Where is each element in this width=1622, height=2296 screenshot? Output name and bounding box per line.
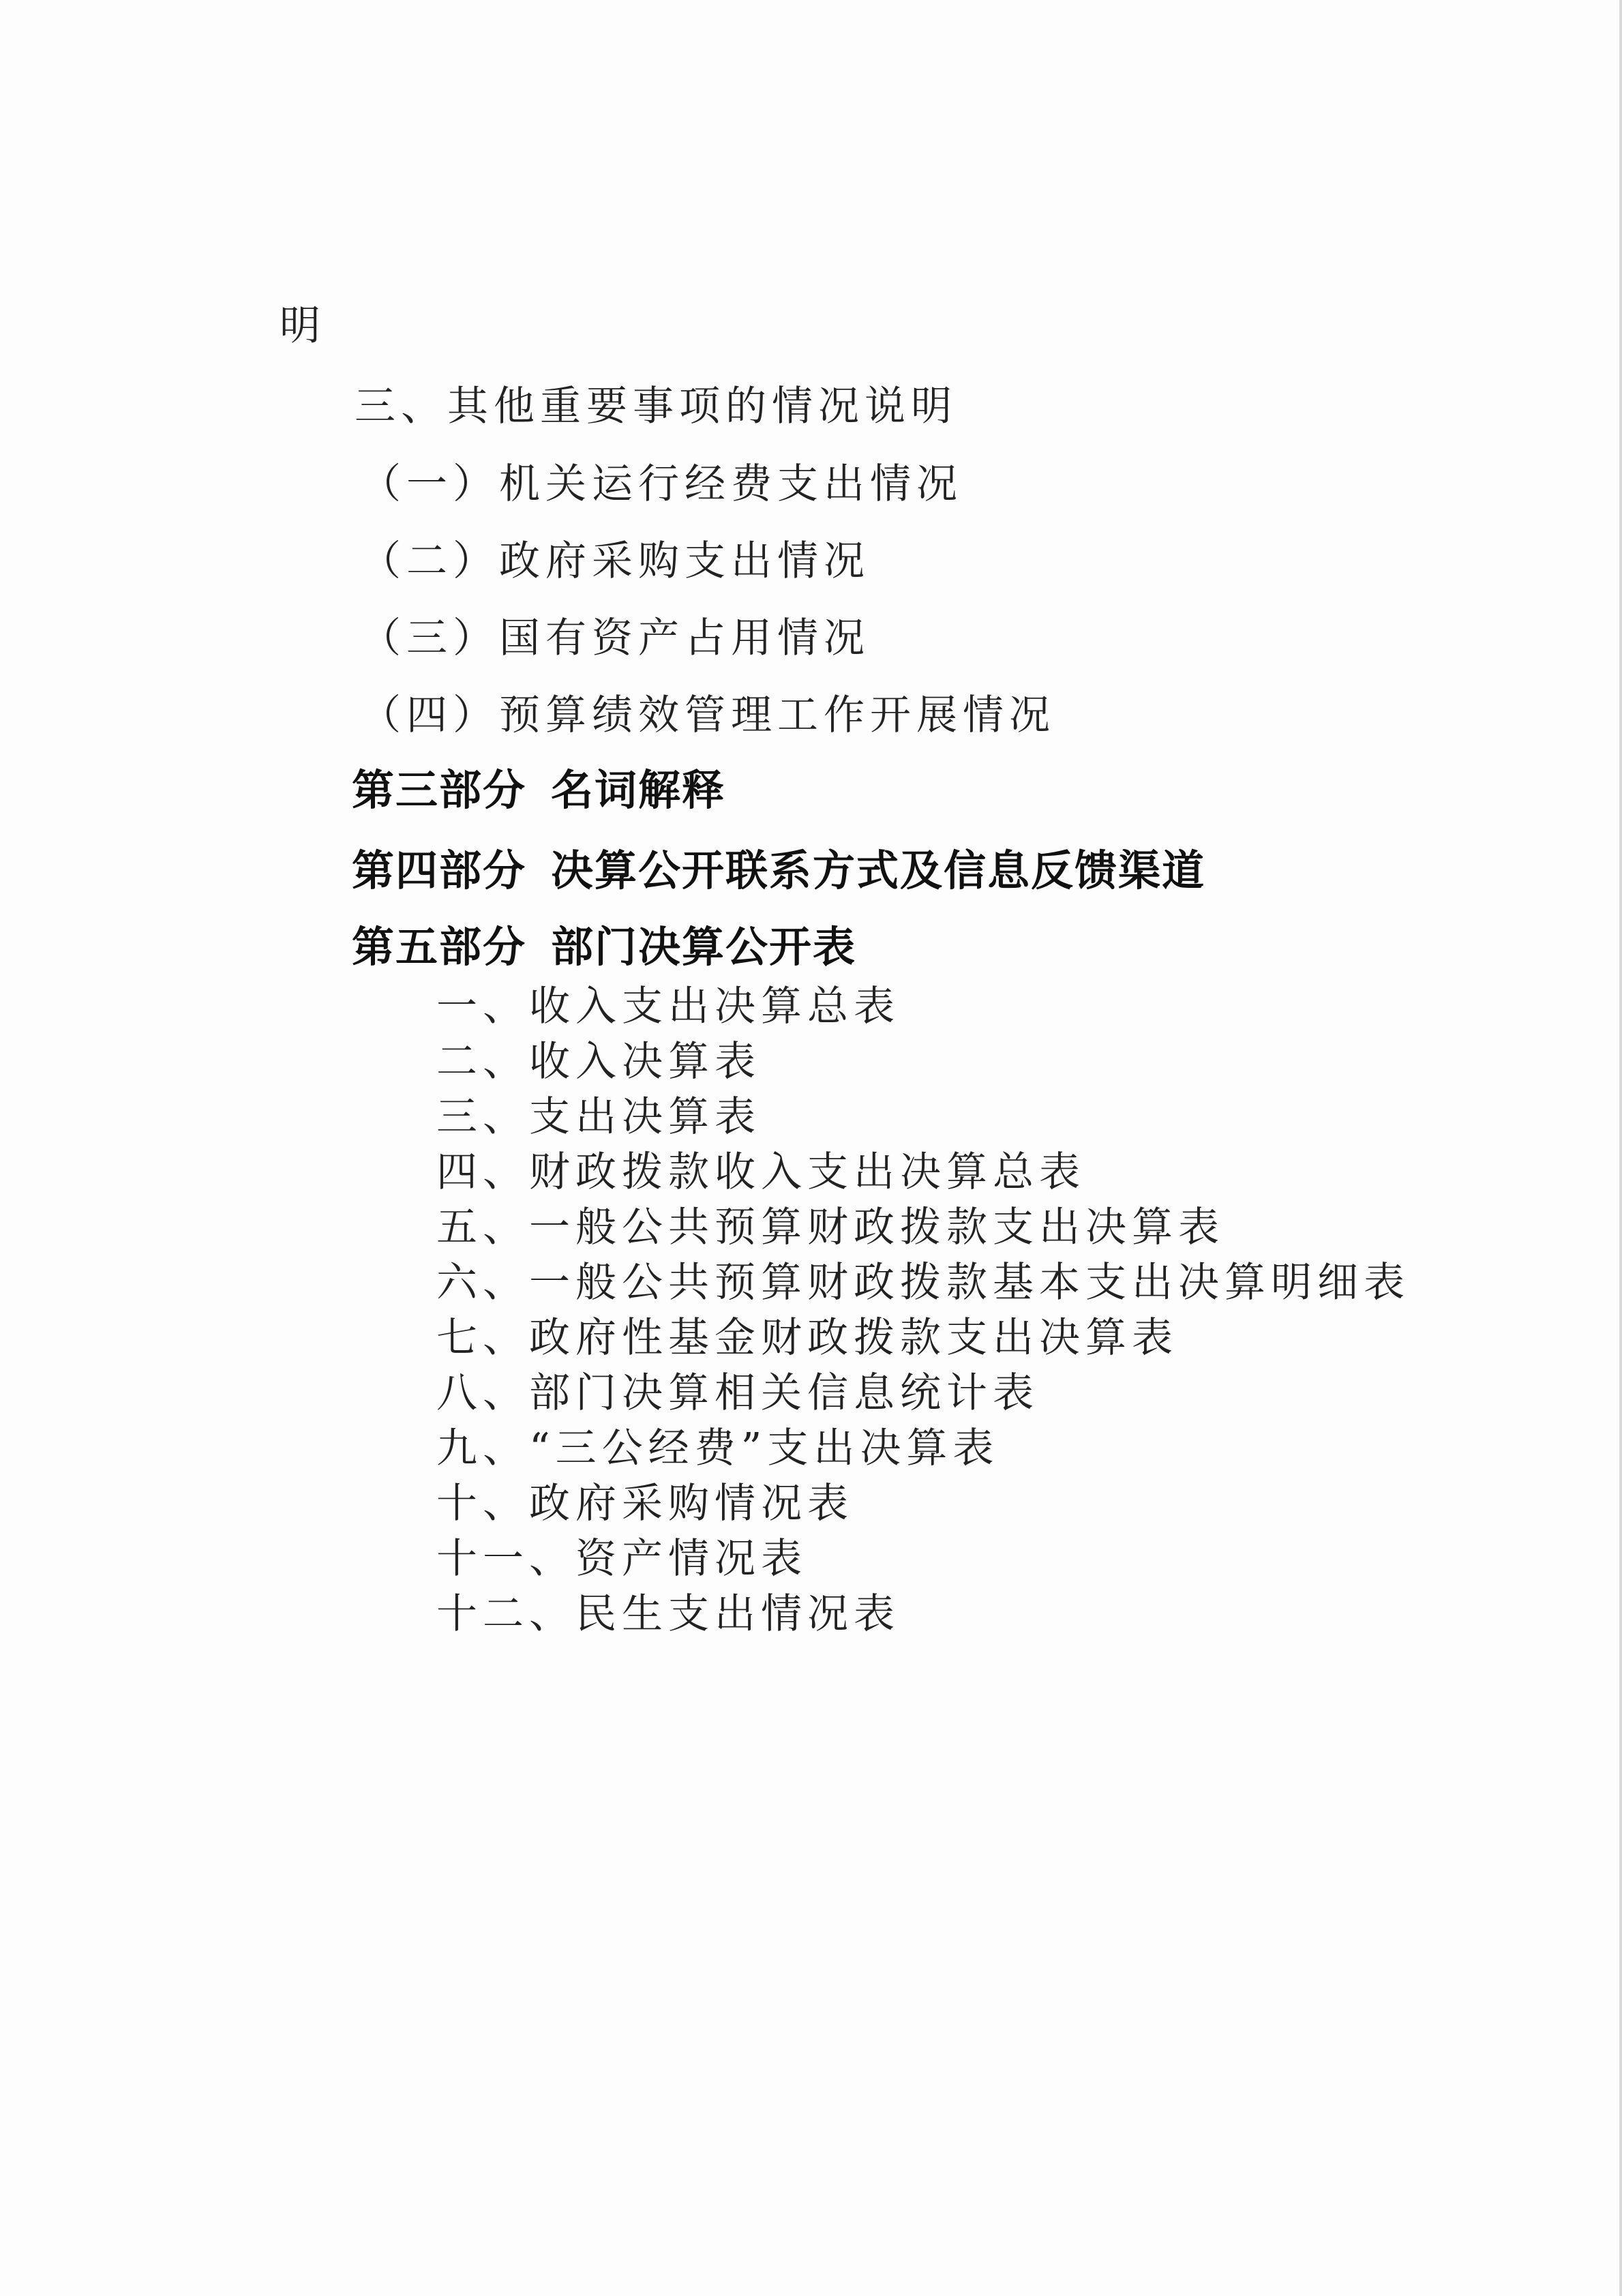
table-item-9: 九、“三公经费”支出决算表 bbox=[436, 1425, 1000, 1472]
part-four-label: 第四部分 bbox=[352, 846, 527, 895]
table-item-10: 十、政府采购情况表 bbox=[436, 1480, 854, 1527]
part-five-heading bbox=[352, 922, 857, 972]
table-item-3: 三、支出决算表 bbox=[436, 1093, 761, 1141]
table-item-11: 十一、资产情况表 bbox=[436, 1535, 807, 1583]
part-four-title: 决算公开联系方式及信息反馈渠道 bbox=[551, 846, 1206, 895]
table-item-7: 七、政府性基金财政拨款支出决算表 bbox=[436, 1314, 1178, 1362]
table-item-1: 一、收入支出决算总表 bbox=[436, 983, 900, 1030]
sub-item-3: （三）国有资产占用情况 bbox=[360, 614, 870, 662]
scan-edge bbox=[1619, 0, 1622, 2296]
part-five-title: 部门决算公开表 bbox=[551, 922, 857, 972]
part-three-title: 名词解释 bbox=[551, 765, 726, 815]
sub-item-2: （二）政府采购支出情况 bbox=[360, 537, 870, 585]
table-item-4: 四、财政拨款收入支出决算总表 bbox=[436, 1148, 1085, 1196]
table-item-2: 二、收入决算表 bbox=[436, 1038, 761, 1086]
sub-item-4: （四）预算绩效管理工作开展情况 bbox=[360, 691, 1055, 739]
section-three-heading: 三、其他重要事项的情况说明 bbox=[355, 383, 957, 430]
table-item-6: 六、一般公共预算财政拨款基本支出决算明细表 bbox=[436, 1259, 1410, 1307]
part-four-heading bbox=[352, 846, 1206, 895]
part-five-label: 第五部分 bbox=[352, 922, 527, 972]
part-three-heading bbox=[352, 765, 726, 815]
table-item-12: 十二、民生支出情况表 bbox=[436, 1590, 900, 1638]
continuation-text: 明 bbox=[280, 302, 326, 350]
sub-item-1: （一）机关运行经费支出情况 bbox=[360, 460, 963, 508]
table-item-8: 八、部门决算相关信息统计表 bbox=[436, 1369, 1039, 1417]
table-item-5: 五、一般公共预算财政拨款支出决算表 bbox=[436, 1204, 1225, 1251]
part-three-label: 第三部分 bbox=[352, 765, 527, 815]
